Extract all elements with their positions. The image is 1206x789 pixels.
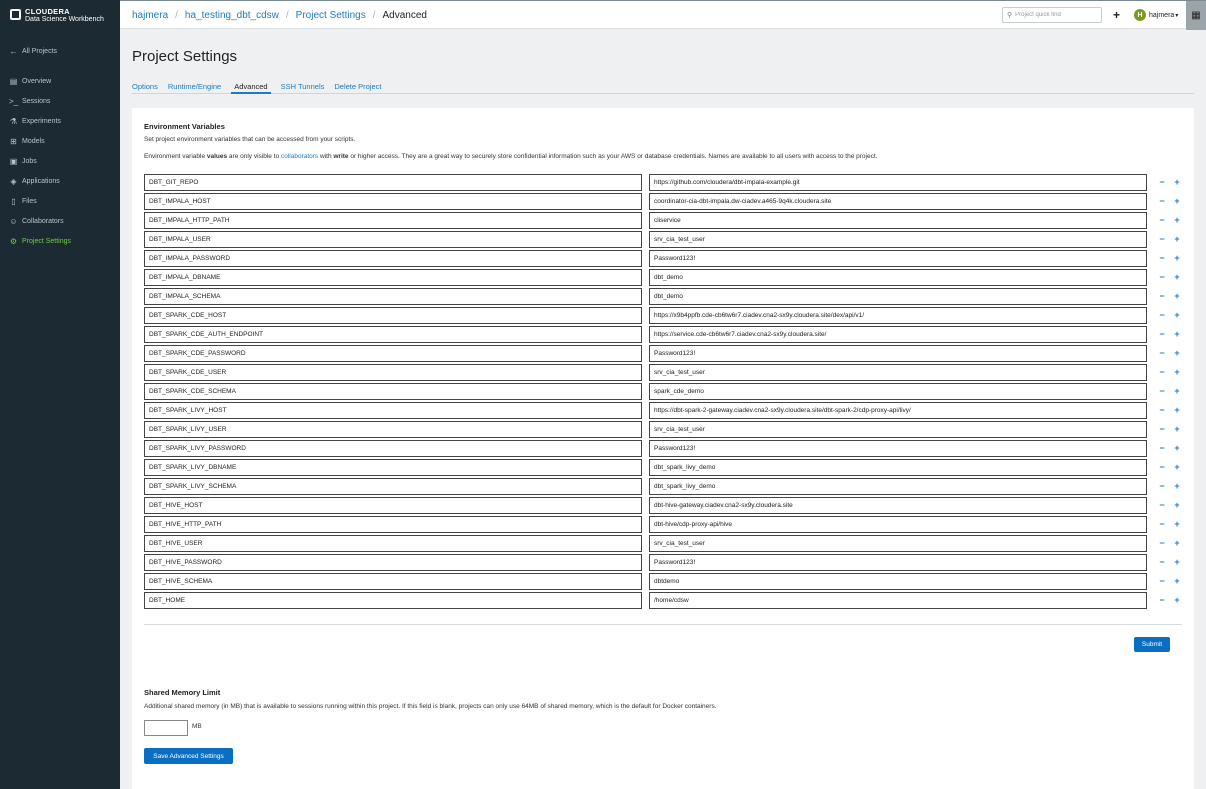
env-var-name-input[interactable] [144,478,642,495]
add-env-var-icon[interactable]: + [1174,595,1180,605]
env-var-name-input[interactable] [144,573,642,590]
layers-icon: ◈ [10,176,17,186]
terminal-icon: >_ [8,96,19,106]
env-var-name-input[interactable] [144,516,642,533]
add-env-var-icon[interactable]: + [1174,424,1180,434]
add-env-var-icon[interactable]: + [1174,386,1180,396]
sidebar-item-label: Files [22,197,37,205]
file-icon: ▯ [11,196,16,206]
remove-env-var-icon[interactable]: − [1159,196,1165,206]
arrow-left-icon: ← [9,46,18,56]
env-var-name-input[interactable] [144,459,642,476]
sidebar-item-collaborators[interactable] [0,214,120,228]
env-var-name-input[interactable] [144,497,642,514]
breadcrumb-separator: / [372,10,376,21]
env-var-row [144,364,1182,381]
remove-env-var-icon[interactable]: − [1159,386,1165,396]
sidebar-item-sessions[interactable] [0,94,120,108]
remove-env-var-icon[interactable]: − [1159,367,1165,377]
env-var-value-input[interactable] [649,212,1147,229]
sidebar-item-applications[interactable] [0,174,120,188]
add-env-var-icon[interactable]: + [1174,177,1180,187]
env-var-name-input[interactable] [144,307,642,324]
shared-memory-description: Additional shared memory (in MB) that is available to sessions running within this project. If this field is blank, projects can only use 64MB of shared memory, which is the default for Docker containers. [144,703,717,710]
env-var-value-input[interactable] [649,478,1147,495]
remove-env-var-icon[interactable]: − [1159,557,1165,567]
env-var-name-input[interactable] [144,440,642,457]
remove-env-var-icon[interactable]: − [1159,595,1165,605]
collaborators-link[interactable]: collaborators [280,153,319,160]
shared-memory-heading: Shared Memory Limit [144,688,221,697]
env-var-value-input[interactable] [649,231,1147,248]
add-icon[interactable]: + [1113,8,1121,22]
env-vars-heading: Environment Variables [144,122,225,131]
remove-env-var-icon[interactable]: − [1159,310,1165,320]
env-var-row [144,307,1182,324]
env-var-value-input[interactable] [649,554,1147,571]
add-env-var-icon[interactable]: + [1174,462,1180,472]
submit-button[interactable]: Submit [1134,637,1170,652]
env-var-value-input[interactable] [649,269,1147,286]
all-projects-label: All Projects [22,47,58,55]
env-var-value-input[interactable] [649,174,1147,191]
add-env-var-icon[interactable]: + [1174,576,1180,586]
env-var-name-input[interactable] [144,231,642,248]
avatar: H [1134,9,1146,21]
sidebar-item-label: Applications [22,177,60,185]
env-var-name-input[interactable] [144,364,642,381]
tab-options[interactable]: Options [132,82,158,91]
env-var-row [144,478,1182,495]
env-var-name-input[interactable] [144,345,642,362]
env-var-row [144,402,1182,419]
add-env-var-icon[interactable]: + [1174,519,1180,529]
env-var-row [144,421,1182,438]
env-var-row [144,497,1182,514]
top-bar [120,0,1206,29]
env-var-value-input[interactable] [649,592,1147,609]
overview-icon: ▤ [9,76,18,86]
remove-env-var-icon[interactable]: − [1159,538,1165,548]
env-var-name-input[interactable] [144,269,642,286]
gear-icon: ⚙ [9,236,18,246]
sidebar [0,0,120,789]
remove-env-var-icon[interactable]: − [1159,234,1165,244]
flask-icon: ⚗ [9,116,18,126]
advanced-settings-panel [132,108,1194,789]
sidebar-item-label: Project Settings [22,237,72,245]
breadcrumb-project[interactable]: ha_testing_dbt_cdsw [184,10,279,21]
brand-product: Data Science Workbench [25,16,104,23]
sidebar-item-label: Sessions [22,97,51,105]
env-var-name-input[interactable] [144,421,642,438]
env-var-value-input[interactable] [649,573,1147,590]
sidebar-item-label: Overview [22,77,52,85]
env-var-name-input[interactable] [144,193,642,210]
env-var-row [144,440,1182,457]
caret-down-icon: ▾ [1175,12,1179,19]
add-env-var-icon[interactable]: + [1174,557,1180,567]
env-var-row [144,326,1182,343]
users-icon: ☺ [9,216,18,226]
env-var-value-input[interactable] [649,421,1147,438]
env-var-row [144,231,1182,248]
settings-tabs [132,79,1194,94]
remove-env-var-icon[interactable]: − [1159,348,1165,358]
sidebar-item-label: Collaborators [22,217,64,225]
app-grid-icon[interactable]: ▦ [1186,1,1206,30]
env-vars-description: Set project environment variables that can be accessed from your scripts. [144,136,356,143]
env-var-row [144,459,1182,476]
add-env-var-icon[interactable]: + [1174,481,1180,491]
add-env-var-icon[interactable]: + [1174,234,1180,244]
user-name: hajmera [1149,11,1175,19]
remove-env-var-icon[interactable]: − [1159,500,1165,510]
tab-advanced[interactable]: Advanced [231,79,270,94]
env-var-value-input[interactable] [649,326,1147,343]
env-var-name-input[interactable] [144,288,642,305]
tab-runtime-engine[interactable]: Runtime/Engine [167,82,222,91]
env-var-value-input[interactable] [649,364,1147,381]
sidebar-item-experiments[interactable] [0,114,120,128]
env-var-name-input[interactable] [144,383,642,400]
env-var-row [144,174,1182,191]
add-env-var-icon[interactable]: + [1174,310,1180,320]
shared-memory-input[interactable] [144,720,188,736]
env-var-row [144,383,1182,400]
sidebar-item-project-settings[interactable] [0,234,120,248]
remove-env-var-icon[interactable]: − [1159,424,1165,434]
remove-env-var-icon[interactable]: − [1159,462,1165,472]
env-var-row [144,269,1182,286]
tab-delete-project[interactable]: Delete Project [334,82,382,91]
search-input[interactable] [1015,12,1095,18]
tab-ssh-tunnels[interactable]: SSH Tunnels [280,82,325,91]
env-var-row [144,535,1182,552]
breadcrumb-current: Advanced [382,10,427,21]
brand-name: CLOUDERA [25,7,70,16]
env-var-name-input[interactable] [144,250,642,267]
env-var-row [144,193,1182,210]
add-env-var-icon[interactable]: + [1174,538,1180,548]
remove-env-var-icon[interactable]: − [1159,177,1165,187]
remove-env-var-icon[interactable]: − [1159,405,1165,415]
remove-env-var-icon[interactable]: − [1159,272,1165,282]
env-var-name-input[interactable] [144,174,642,191]
env-var-value-input[interactable] [649,440,1147,457]
remove-env-var-icon[interactable]: − [1159,481,1165,491]
add-env-var-icon[interactable]: + [1174,253,1180,263]
add-env-var-icon[interactable]: + [1174,272,1180,282]
env-var-value-input[interactable] [649,288,1147,305]
add-env-var-icon[interactable]: + [1174,405,1180,415]
remove-env-var-icon[interactable]: − [1159,291,1165,301]
env-var-name-input[interactable] [144,535,642,552]
breadcrumb [132,10,427,21]
remove-env-var-icon[interactable]: − [1159,329,1165,339]
env-var-value-input[interactable] [649,535,1147,552]
divider [144,624,1182,625]
shared-memory-unit: MB [192,723,202,730]
env-var-name-input[interactable] [144,212,642,229]
env-var-row [144,516,1182,533]
env-var-name-input[interactable] [144,326,642,343]
env-var-row [144,288,1182,305]
add-env-var-icon[interactable]: + [1174,196,1180,206]
add-env-var-icon[interactable]: + [1174,443,1180,453]
briefcase-icon: ▣ [9,156,18,166]
sidebar-item-overview[interactable] [0,74,120,88]
search-icon: ⚲ [1007,12,1013,19]
breadcrumb-separator: / [175,10,178,21]
env-var-value-input[interactable] [649,307,1147,324]
env-var-name-input[interactable] [144,592,642,609]
env-vars-visibility-note: Environment variable values are only visible to collaborators with write or higher access. They are a great way to securely store confidential information such as your AWS or database credentials. Names are available to all users with access to the project. [144,153,878,160]
add-env-var-icon[interactable]: + [1174,291,1180,301]
project-search[interactable] [1002,7,1102,23]
add-env-var-icon[interactable]: + [1174,329,1180,339]
breadcrumb-user[interactable]: hajmera [132,10,169,21]
sidebar-item-label: Models [22,137,45,145]
env-var-value-input[interactable] [649,193,1147,210]
sidebar-item-models[interactable] [0,134,120,148]
breadcrumb-separator: / [285,10,289,21]
remove-env-var-icon[interactable]: − [1159,576,1165,586]
user-menu[interactable] [1134,9,1178,21]
env-var-row [144,250,1182,267]
env-var-row [144,212,1182,229]
env-var-name-input[interactable] [144,402,642,419]
env-var-value-input[interactable] [649,497,1147,514]
add-env-var-icon[interactable]: + [1174,215,1180,225]
env-var-value-input[interactable] [649,250,1147,267]
remove-env-var-icon[interactable]: − [1159,215,1165,225]
env-var-row [144,554,1182,571]
sidebar-item-label: Experiments [22,117,61,125]
add-env-var-icon[interactable]: + [1174,500,1180,510]
remove-env-var-icon[interactable]: − [1159,519,1165,529]
cloudera-logo[interactable] [10,8,104,24]
add-env-var-icon[interactable]: + [1174,348,1180,358]
save-advanced-settings-button[interactable]: Save Advanced Settings [144,748,233,764]
env-var-value-input[interactable] [649,345,1147,362]
sidebar-item-jobs[interactable] [0,154,120,168]
env-var-value-input[interactable] [649,459,1147,476]
sidebar-item-label: Jobs [22,157,37,165]
env-var-value-input[interactable] [649,383,1147,400]
remove-env-var-icon[interactable]: − [1159,443,1165,453]
all-projects-link[interactable] [0,44,120,58]
page-title: Project Settings [132,48,238,65]
env-var-value-input[interactable] [649,402,1147,419]
env-var-name-input[interactable] [144,554,642,571]
add-env-var-icon[interactable]: + [1174,367,1180,377]
cloudera-logo-icon [10,9,21,20]
env-var-row [144,573,1182,590]
env-var-row [144,592,1182,609]
sidebar-item-files[interactable] [0,194,120,208]
env-var-row [144,345,1182,362]
env-var-value-input[interactable] [649,516,1147,533]
models-icon: ⊞ [10,136,17,146]
remove-env-var-icon[interactable]: − [1159,253,1165,263]
breadcrumb-settings[interactable]: Project Settings [295,10,366,21]
